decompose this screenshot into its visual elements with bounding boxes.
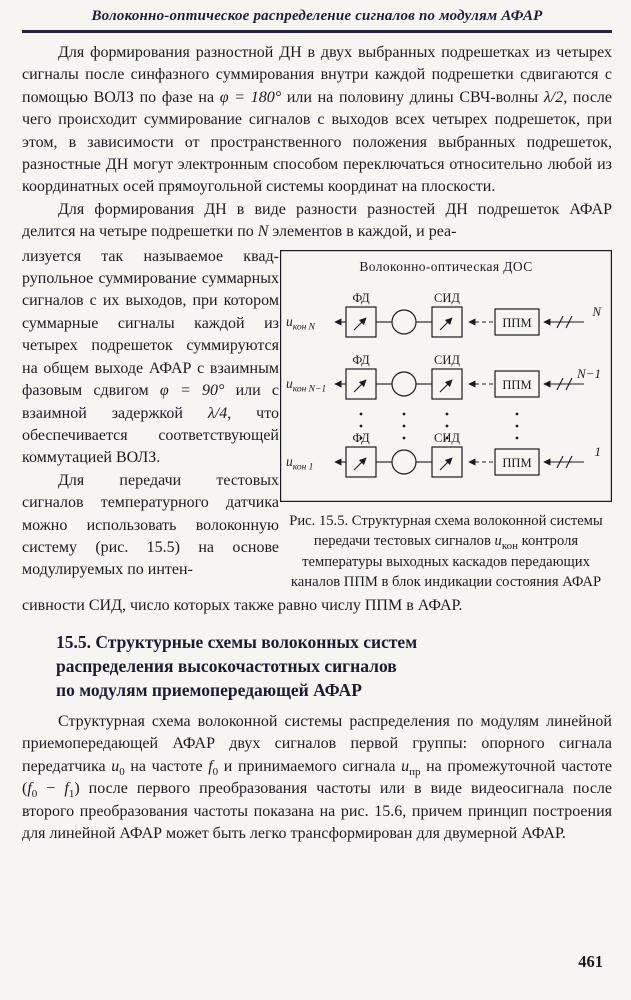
- text-run: , что обеспечивается соответствующей коммутацией ВОЛЗ.: [22, 404, 279, 467]
- sid-label: СИД: [434, 430, 460, 445]
- page-number: 461: [578, 952, 603, 971]
- formula-u-sub: кон: [501, 540, 519, 553]
- formula-phi-90: φ = 90°: [159, 382, 225, 400]
- sid-label: СИД: [434, 290, 460, 305]
- section-heading-line-3: по модулям приемопередающей АФАР: [56, 680, 362, 701]
- figure-column: [280, 246, 612, 593]
- sid-box: [432, 447, 462, 477]
- formula-f1-sub: 1: [68, 788, 75, 801]
- row-signal-label: $u_{кон 1}$: [286, 453, 314, 473]
- section-heading-line-2: распределения высокочастотных сигналов: [56, 656, 397, 677]
- formula-f0-sub: 0: [212, 766, 219, 779]
- figure-caption: [280, 511, 612, 593]
- diode-arrow-icon: [354, 458, 366, 470]
- figure-diagram: [280, 250, 612, 502]
- left-text-column: [22, 246, 279, 593]
- figure-row-1: [286, 291, 602, 337]
- text-run: или с взаимной задержкой: [22, 382, 279, 422]
- ppm-label: ППМ: [502, 315, 532, 330]
- row-signal-label: $u_{кон N}$: [286, 313, 316, 333]
- formula-f1: f: [64, 780, 69, 798]
- formula-lambda-4: λ/4: [207, 404, 228, 422]
- formula-f0: f: [208, 757, 213, 775]
- section-heading: [56, 630, 612, 702]
- sid-box: [432, 369, 462, 399]
- formula-upr: u: [401, 757, 410, 775]
- text-run: −: [37, 780, 65, 798]
- figure-row-3: [286, 431, 601, 477]
- formula-phi-180: φ = 180°: [219, 88, 282, 106]
- row-index-label: N: [592, 303, 601, 319]
- sid-box: [432, 307, 462, 337]
- diode-arrow-icon: [440, 458, 452, 470]
- formula-u0: u: [111, 757, 120, 775]
- ppm-label: ППМ: [502, 455, 532, 470]
- text-run: элементов в каждой, и реа-: [268, 223, 457, 241]
- text-run: контроля температуры выходных каскадов передающих каналов ППМ в блок индикации состояния АФАР: [290, 533, 602, 591]
- text-run: на частоте: [124, 757, 209, 775]
- diode-arrow-icon: [354, 380, 366, 392]
- formula-u: u: [494, 533, 502, 550]
- formula-f0b: f: [27, 780, 32, 798]
- sid-label: СИД: [434, 352, 460, 367]
- row-signal-label: $u_{кон N-1}$: [286, 375, 327, 395]
- fd-label: ФД: [352, 352, 370, 367]
- diode-arrow-icon: [440, 318, 452, 330]
- fd-box: [346, 369, 376, 399]
- paragraph-3-end: сивности СИД, число которых также равно числу ППМ в АФАР.: [22, 596, 463, 614]
- figure-15-5: [280, 250, 612, 593]
- formula-u0-sub: 0: [119, 766, 125, 779]
- fiber-coil-icon: [392, 372, 416, 396]
- ppm-label: ППМ: [502, 377, 532, 392]
- text-run: , после чего происходит суммирование сигналов с выходов всех четырех подрешеток, при этом, в зависимости от пространственного положения выбранных подрешеток, разностные ДН могут электронным способом переключаться относительно любой из координатных осей прямоугольной системы координат на плоскости.: [22, 88, 613, 196]
- paragraph-1: [22, 42, 612, 199]
- section-heading-line-1: 15.5. Структурные схемы волоконных систем: [56, 632, 418, 653]
- formula-f0b-sub: 0: [31, 788, 38, 801]
- text-run: ) после первого преобразования частоты или в виде видеосигнала после второго преобразования частоты показана на рис. 15.6, причем принцип построения для линейной АФАР может быть легко трансформирован для двумерной АФАР.: [22, 780, 613, 843]
- text-run: на промежуточной частоте (: [22, 757, 613, 798]
- formula-n: N: [257, 223, 269, 241]
- fd-box: [346, 447, 376, 477]
- text-run: Для формирования ДН в виде разности разностей ДН подрешеток АФАР делится на четыре подрешетки по: [22, 200, 612, 241]
- text-run: и принимаемого сигнала: [218, 757, 402, 775]
- row-index-label: N−1: [577, 365, 601, 381]
- figure-row-2: [286, 353, 601, 399]
- text-run: Для формирования разностной ДН в двух выбранных подрешетках из четырех сигналы после синфазного суммирования внутри каждой подрешетки сдвигаются с помощью ВОЛЗ по фазе на: [22, 44, 612, 106]
- diode-arrow-icon: [440, 380, 452, 392]
- paragraph-4: [22, 711, 612, 845]
- diode-arrow-icon: [354, 318, 366, 330]
- fiber-coil-icon: [392, 450, 416, 474]
- text-run: Структурная схема волоконной системы распределения по модулям линейной приемопередающей АФАР двух сигналов первой группы: опорного сигнала передатчика: [22, 713, 612, 775]
- header-rule: [22, 30, 612, 33]
- text-run: Рис. 15.5. Структурная схема волоконной системы передачи тестовых сигналов: [289, 512, 603, 550]
- text-run: лизуется так называемое квадрупольное суммирование суммарных сигналов с их выходов, при котором суммарные сигналы каждой из четырех подрешеток суммируются на общем выходе АФАР с взаимным фазовым сдвигом: [22, 247, 279, 400]
- fd-box: [346, 307, 376, 337]
- fd-label: ФД: [352, 290, 370, 305]
- paragraph-2-continued: [22, 246, 279, 470]
- figure-title: Волоконно-оптическая ДОС: [359, 258, 533, 274]
- paragraph-2-start: [22, 199, 612, 244]
- fd-label: ФД: [352, 430, 370, 445]
- row-index-label: 1: [594, 443, 601, 459]
- formula-upr-sub: пр: [409, 766, 421, 779]
- running-header: Волоконно-оптическое распределение сигналов по модулям АФАР: [91, 8, 543, 24]
- formula-lambda-2: λ/2: [543, 88, 564, 106]
- text-figure-columns: [22, 246, 612, 593]
- paragraph-3-start: Для передачи тестовых сигналов температурного датчика можно использовать волоконную систему (рис. 15.5) на основе модулируемых по интен-: [22, 471, 279, 579]
- text-run: или на половину длины СВЧ-волны: [281, 88, 544, 106]
- fiber-coil-icon: [392, 310, 416, 334]
